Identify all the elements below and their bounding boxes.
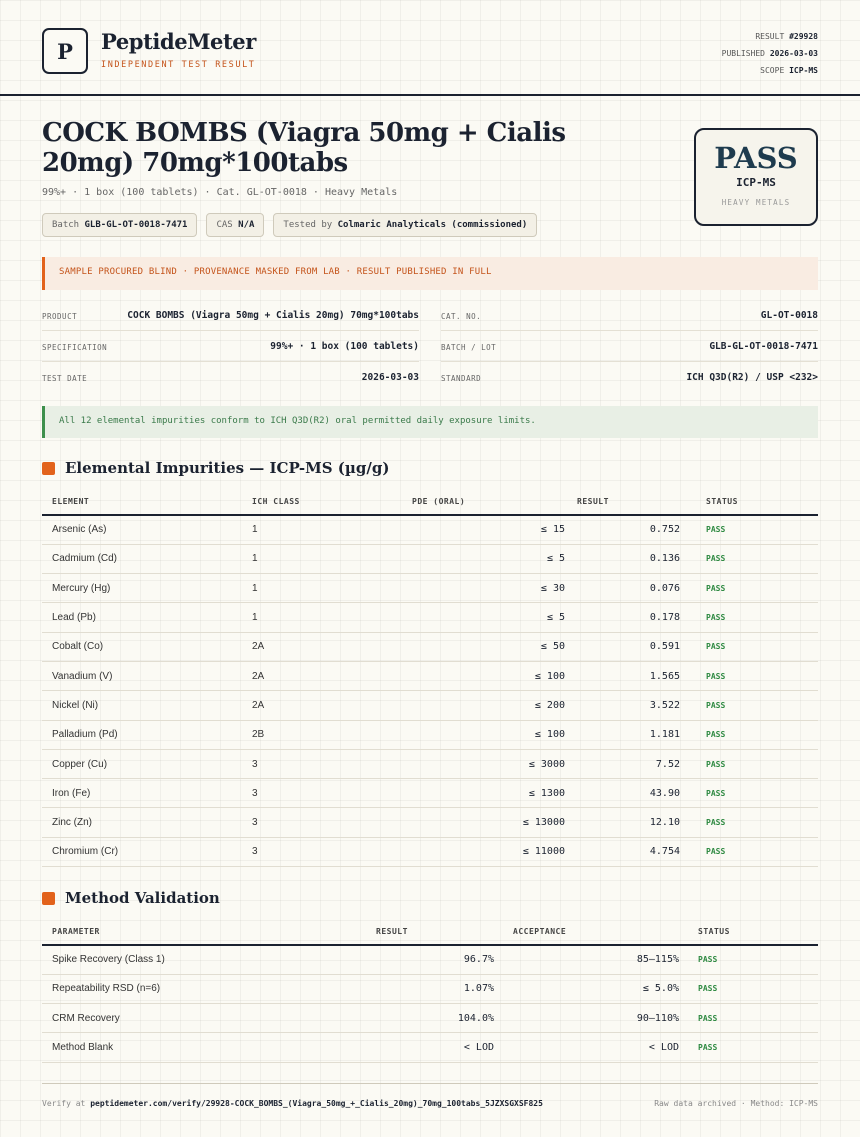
product-chips	[42, 213, 537, 237]
info-row	[441, 300, 818, 331]
table-cell: 43.90	[565, 779, 683, 808]
table-cell: ≤ 200	[412, 691, 565, 720]
result-label: RESULT	[755, 32, 785, 41]
section-marker-icon	[42, 462, 55, 475]
conformance-notice: All 12 elemental impurities conform to ICH Q3D(R2) oral permitted daily exposure limits.	[42, 406, 818, 438]
table-cell: 12.10	[565, 808, 683, 837]
table-cell: ≤ 13000	[412, 808, 565, 837]
verify-label: Verify at	[42, 1099, 86, 1108]
impurities-section-heading	[42, 459, 389, 477]
validation-header-row	[42, 918, 818, 945]
table-row	[42, 837, 818, 866]
tested-by-chip-value: Colmaric Analyticals (commissioned)	[337, 220, 528, 230]
cas-chip-value: N/A	[238, 220, 255, 230]
published-label: PUBLISHED	[721, 49, 765, 58]
product-title: COCK BOMBS (Viagra 50mg + Cialis 20mg) 70mg*100tabs	[42, 118, 566, 178]
scope-label: SCOPE	[760, 66, 785, 75]
info-key: STANDARD	[441, 374, 482, 383]
table-cell: 2B	[252, 720, 412, 749]
table-cell: Iron (Fe)	[42, 779, 252, 808]
batch-chip	[42, 213, 197, 237]
status-badge: PASS	[679, 1004, 818, 1033]
status-badge: PASS	[679, 1033, 818, 1062]
brand-name: PeptideMeter	[101, 29, 256, 54]
column-header: ELEMENT	[42, 488, 252, 515]
batch-chip-label: Batch	[52, 220, 80, 230]
table-cell: 0.178	[565, 603, 683, 632]
table-cell: 7.52	[565, 749, 683, 778]
info-row	[42, 300, 419, 331]
table-row	[42, 515, 818, 544]
table-cell: 3	[252, 837, 412, 866]
table-row	[42, 661, 818, 690]
impurities-heading-text: Elemental Impurities — ICP-MS (µg/g)	[65, 459, 390, 477]
table-cell: < LOD	[494, 1033, 679, 1062]
table-cell: 4.754	[565, 837, 683, 866]
section-marker-icon	[42, 892, 55, 905]
table-cell: 1	[252, 574, 412, 603]
table-cell: 90–110%	[494, 1004, 679, 1033]
table-cell: 0.752	[565, 515, 683, 544]
table-cell: 1	[252, 603, 412, 632]
column-header: ICH CLASS	[252, 488, 412, 515]
table-cell: 0.136	[565, 544, 683, 573]
table-row	[42, 1004, 818, 1033]
table-cell: Arsenic (As)	[42, 515, 252, 544]
status-badge: PASS	[683, 661, 818, 690]
table-cell: Vanadium (V)	[42, 661, 252, 690]
verdict-badge	[694, 128, 818, 226]
table-cell: Method Blank	[42, 1033, 342, 1062]
table-row	[42, 574, 818, 603]
batch-chip-value: GLB-GL-OT-0018-7471	[84, 220, 188, 230]
info-value: 99%+ · 1 box (100 tablets)	[270, 341, 419, 352]
table-row	[42, 749, 818, 778]
table-cell: 1.07%	[342, 974, 494, 1003]
table-cell: 1	[252, 515, 412, 544]
table-cell: ≤ 11000	[412, 837, 565, 866]
table-cell: ≤ 100	[412, 720, 565, 749]
table-cell: Nickel (Ni)	[42, 691, 252, 720]
table-cell: 1	[252, 544, 412, 573]
table-cell: Repeatability RSD (n=6)	[42, 974, 342, 1003]
table-row	[42, 603, 818, 632]
table-cell: ≤ 5.0%	[494, 974, 679, 1003]
table-cell: Mercury (Hg)	[42, 574, 252, 603]
brand-logo-icon: P	[42, 28, 88, 74]
table-cell: ≤ 100	[412, 661, 565, 690]
info-key: SPECIFICATION	[42, 343, 108, 352]
result-number: #29928	[789, 32, 818, 41]
product-subtitle: 99%+ · 1 box (100 tablets) · Cat. GL-OT-0018 · Heavy Metals	[42, 187, 398, 198]
header-divider	[0, 94, 860, 96]
table-cell: 104.0%	[342, 1004, 494, 1033]
table-cell: 1.565	[565, 661, 683, 690]
table-cell: ≤ 1300	[412, 779, 565, 808]
verdict-text: PASS	[714, 141, 798, 175]
table-cell: CRM Recovery	[42, 1004, 342, 1033]
info-key: BATCH / LOT	[441, 343, 497, 352]
validation-section-heading	[42, 889, 220, 907]
column-header: PDE (ORAL)	[412, 488, 565, 515]
procurement-notice: SAMPLE PROCURED BLIND · PROVENANCE MASKED FROM LAB · RESULT PUBLISHED IN FULL	[42, 257, 818, 290]
table-cell: 3.522	[565, 691, 683, 720]
brand-tagline: INDEPENDENT TEST RESULT	[101, 60, 256, 70]
info-value: GL-OT-0018	[760, 310, 818, 321]
table-cell: 0.076	[565, 574, 683, 603]
table-cell: ≤ 30	[412, 574, 565, 603]
table-cell: Lead (Pb)	[42, 603, 252, 632]
column-header: STATUS	[679, 918, 818, 945]
table-cell: 3	[252, 749, 412, 778]
table-row	[42, 544, 818, 573]
impurities-header-row	[42, 488, 818, 515]
status-badge: PASS	[683, 749, 818, 778]
verify-link[interactable]: peptidemeter.com/verify/29928-COCK_BOMBS_(Viagra_50mg_+_Cialis_20mg)_70mg_100tabs_5JZXSGXSF825	[90, 1099, 543, 1108]
table-cell: Copper (Cu)	[42, 749, 252, 778]
status-badge: PASS	[683, 603, 818, 632]
column-header: RESULT	[342, 918, 494, 945]
info-value: GLB-GL-OT-0018-7471	[709, 341, 818, 352]
footer-divider	[42, 1083, 818, 1084]
table-row	[42, 945, 818, 974]
column-header: PARAMETER	[42, 918, 342, 945]
table-row	[42, 974, 818, 1003]
info-key: TEST DATE	[42, 374, 88, 383]
scope-value: ICP-MS	[789, 66, 818, 75]
table-row	[42, 1033, 818, 1062]
table-cell: 0.591	[565, 632, 683, 661]
table-row	[42, 632, 818, 661]
table-cell: < LOD	[342, 1033, 494, 1062]
info-key: PRODUCT	[42, 312, 78, 321]
table-cell: ≤ 15	[412, 515, 565, 544]
archive-note: Raw data archived · Method: ICP-MS	[654, 1099, 818, 1108]
status-badge: PASS	[683, 837, 818, 866]
cas-chip-label: CAS	[216, 220, 233, 230]
info-key: CAT. NO.	[441, 312, 482, 321]
status-badge: PASS	[683, 544, 818, 573]
table-cell: 85–115%	[494, 945, 679, 974]
table-cell: 2A	[252, 632, 412, 661]
table-cell: Spike Recovery (Class 1)	[42, 945, 342, 974]
validation-heading-text: Method Validation	[65, 889, 220, 907]
table-cell: ≤ 3000	[412, 749, 565, 778]
status-badge: PASS	[679, 945, 818, 974]
column-header: STATUS	[683, 488, 818, 515]
table-cell: 2A	[252, 661, 412, 690]
info-row	[42, 362, 419, 393]
info-value: ICH Q3D(R2) / USP <232>	[686, 372, 818, 383]
table-cell: 96.7%	[342, 945, 494, 974]
status-badge: PASS	[683, 720, 818, 749]
tested-by-chip	[273, 213, 537, 237]
table-cell: Zinc (Zn)	[42, 808, 252, 837]
report-header	[42, 28, 818, 78]
table-cell: Chromium (Cr)	[42, 837, 252, 866]
table-row	[42, 779, 818, 808]
status-badge: PASS	[679, 974, 818, 1003]
table-cell: 3	[252, 808, 412, 837]
info-value: COCK BOMBS (Viagra 50mg + Cialis 20mg) 70mg*100tabs	[127, 310, 419, 321]
published-date: 2026-03-03	[769, 49, 818, 58]
verdict-category: HEAVY METALS	[721, 198, 791, 207]
table-cell: ≤ 5	[412, 544, 565, 573]
validation-table	[42, 918, 818, 1063]
status-badge: PASS	[683, 808, 818, 837]
table-row	[42, 691, 818, 720]
table-cell: Palladium (Pd)	[42, 720, 252, 749]
table-cell: ≤ 50	[412, 632, 565, 661]
table-cell: Cobalt (Co)	[42, 632, 252, 661]
info-row	[441, 331, 818, 362]
status-badge: PASS	[683, 574, 818, 603]
status-badge: PASS	[683, 779, 818, 808]
column-header: RESULT	[565, 488, 683, 515]
table-row	[42, 720, 818, 749]
table-row	[42, 808, 818, 837]
table-cell: 3	[252, 779, 412, 808]
cas-chip	[206, 213, 264, 237]
report-meta	[722, 28, 818, 79]
table-cell: 2A	[252, 691, 412, 720]
verify-line	[42, 1099, 543, 1108]
verdict-method: ICP-MS	[736, 176, 776, 189]
info-row	[42, 331, 419, 362]
table-cell: Cadmium (Cd)	[42, 544, 252, 573]
table-cell: 1.181	[565, 720, 683, 749]
column-header: ACCEPTANCE	[494, 918, 679, 945]
impurities-table	[42, 488, 818, 867]
info-value: 2026-03-03	[361, 372, 419, 383]
status-badge: PASS	[683, 691, 818, 720]
tested-by-chip-label: Tested by	[283, 220, 333, 230]
status-badge: PASS	[683, 515, 818, 544]
status-badge: PASS	[683, 632, 818, 661]
info-grid-left	[42, 300, 419, 393]
info-row	[441, 362, 818, 393]
table-cell: ≤ 5	[412, 603, 565, 632]
info-grid-right	[441, 300, 818, 393]
